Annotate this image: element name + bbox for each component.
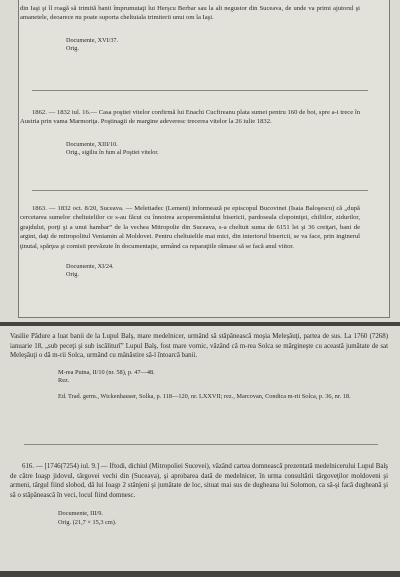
- entry-1863: [20, 204, 360, 279]
- entry-orig: Orig.: [66, 271, 79, 279]
- entry-source: Documente, XI/24.: [66, 263, 114, 271]
- section-separator: [0, 322, 400, 326]
- entry-616: [10, 462, 388, 527]
- entry-text: 1863. — 1832 oct. 8/20, Suceava. — Meletiadec (Lemeni) informează pe episcopul Bucovinei (Isaia Baloşescu) că „după cercetarea sumelor cheltuielilor ce s-au făcut cu înnoirea acoperemântului bisericii, pardoseala clopotniţei, chiliilor, zidurilor, grajdului, porţi şi a unui hambar” de la vechea Mitropolie din Suceava, s-a cheltuit suma de 6151 lei şi 36 creiţari, bani de argint, daţi de mitropolitul Veniamin al Moldovei. Pentru cheltuielile mai mici, din interiorul bisericii, se va face, prin inginerul ţinutal, spărţea şi comisii prevăzute în documentaţie, urmând ca reparaţiile rămase să se facă anul viitor.: [20, 205, 360, 250]
- entry-lower-continuation: [10, 332, 388, 401]
- divider: [24, 444, 378, 445]
- entry-source: Documente, XIII/10.: [66, 140, 118, 148]
- entry-text: 616. — [1746(7254) iul. 9.] — Iftodi, dichiul (Mitropoliei Sucevei), văzând cartea domnească prezentată medelnicerului Lupul Balş de către Ioaşp jidovul, târgovei vechi din (Suceava), şi aprobarea dată de medelnicer, în urma consultării târgoveţilor moldoveni şi armeni, târgul fiind slobod, dă lui Ioaşp 2 stânjeni şi jumătate de loc, situat mai sus de dugheana lui Solomon, ca să-şi facă dugheană şi să o stăpânească în veci, locul fiind domnesc.: [10, 463, 388, 499]
- entry-text: din Iaşi şi îl roagă să trimită banii împrumutaţi lui Herşcu Berbar sau la alt negustor din Suceava, de unde va primi ajutorul şi amanetele, deoarece nu poate suporta cheltuiala trimiterii unui om la Iaşi.: [20, 5, 360, 22]
- entry-continuation: [20, 4, 360, 53]
- entry-orig: Orig. (21,7 × 15,3 cm).: [58, 518, 117, 526]
- entry-source: Documente, XVI/37.: [66, 36, 119, 44]
- entry-edition: Ed. Trad. germ., Wickenhauser, Solka, p. 118—120, nr. LXXVII; rez., Marcovan, Condica m-rii Solca, p. 36, nr. 18.: [58, 393, 351, 401]
- entry-text: 1862. — 1832 iul. 16.— Casa poştiei vitelor confirmă lui Enachi Cucfireanu plata sumei pentru 160 de boi, spre a-i trece în Austria prin vama Marmoriţa. Poştinagii de margine adeveresc trecerea vitelor la 26 iulie 1832.: [20, 109, 360, 126]
- divider: [32, 190, 368, 191]
- entry-source: Documente, III/9.: [58, 510, 103, 518]
- entry-source-note: Rez.: [58, 376, 70, 384]
- entry-text: Vasilie Pădure a luat banii de la Lupul Balş, mare medelnicer, urmând să stăpânească moşia Meleşăuţi, partea de sus. La 1760 (7268) ianuarie 18, „sub peceţi şi sub iscăliturǐ” Lupul Balş, fost mare vornic, văzând că m-rea Solca se mărgineşte cu această jumătate de sat Meleşăuţi o dă m-rii Solca, urmând cu mănăstire să-l întoarcă banii.: [10, 333, 388, 360]
- entry-source: M-rea Putna, II/10 (nr. 58), p. 47—48.: [58, 368, 155, 376]
- entry-orig: Orig.: [66, 44, 79, 52]
- entry-orig: Orig., sigiliu în fum al Poştiei vitelor.: [66, 148, 159, 156]
- entry-1862: [20, 108, 360, 157]
- divider: [32, 90, 368, 91]
- bottom-bar: [0, 571, 400, 577]
